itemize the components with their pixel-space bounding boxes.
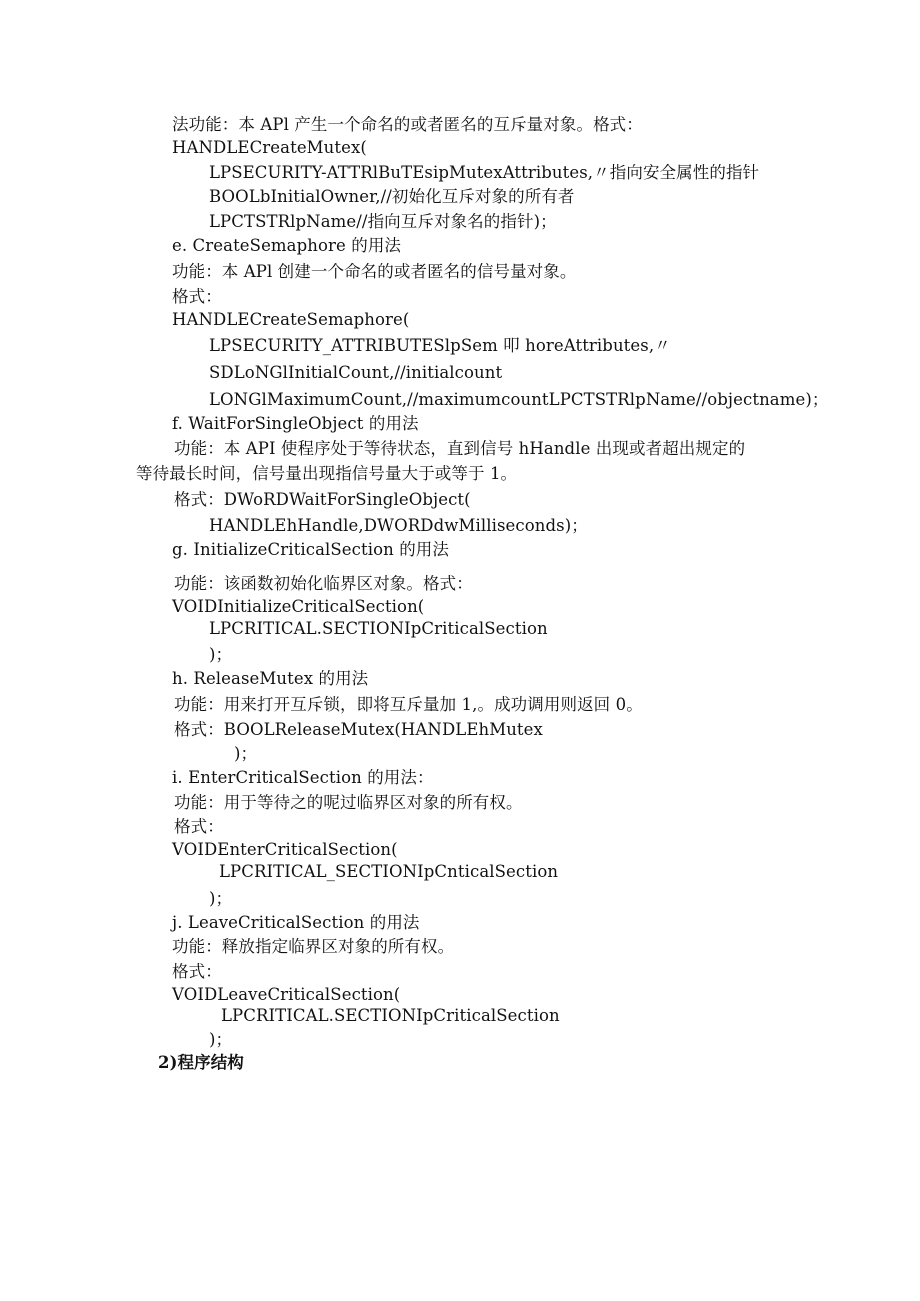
code-line-waitforsingleobject: 格式：DWoRDWaitForSingleObject( [174, 490, 471, 509]
code-line-initializecs-param: LPCRITICAL.SECTIONIpCriticalSection [209, 619, 548, 638]
text-line-waitforsingleobject-desc: 功能：本 API 使程序处于等待状态，直到信号 hHandle 出现或者超出规定的 [174, 439, 746, 458]
code-line-mutex-attributes: LPSECURITY-ATTRlBuTEsipMutexAttributes,〃指向安全属性的指针 [209, 163, 760, 182]
text-line-format-label: 格式： [172, 287, 222, 306]
text-line-releasemutex-desc: 功能：用来打开互斥锁，即将互斥量加 1,。成功调用则返回 0。 [174, 695, 643, 714]
code-line-releasemutex: 格式：BOOLReleaseMutex(HANDLEhMutex [174, 720, 543, 739]
section-heading-e: e. CreateSemaphore 的用法 [172, 236, 402, 255]
text-line-createmutex-desc: 法功能：本 APl 产生一个命名的或者匿名的互斥量对象。格式： [172, 115, 643, 134]
code-line-entercs: VOIDEnterCriticalSection( [172, 840, 398, 859]
code-line-initializecs-close: )； [209, 645, 233, 664]
text-line-createsemaphore-desc: 功能：本 APl 创建一个命名的或者匿名的信号量对象。 [172, 262, 577, 281]
code-line-mutex-name: LPCTSTRlpName//指向互斥对象名的指针)； [209, 212, 557, 231]
text-line-format-label-3: 格式： [172, 962, 222, 981]
code-line-releasemutex-close: )； [234, 744, 258, 763]
code-line-semaphore-attributes: LPSECURITY_ATTRIBUTESlpSem 叩 horeAttributes,〃 [209, 336, 671, 355]
section-heading-program-structure: 2)程序结构 [158, 1053, 244, 1072]
code-line-leavecs: VOIDLeaveCriticalSection( [172, 985, 401, 1004]
section-heading-f: f. WaitForSingleObject 的用法 [172, 414, 419, 433]
code-line-initial-count: SDLoNGlInitialCount,//initialcount [209, 363, 503, 382]
code-line-initial-owner: BOOLbInitialOwner,//初始化互斥对象的所有者 [209, 187, 575, 206]
code-line-handle-milliseconds: HANDLEhHandle,DWORDdwMilliseconds)； [209, 516, 588, 535]
section-heading-i: i. EnterCriticalSection 的用法： [172, 768, 434, 787]
code-line-entercs-close: )； [209, 889, 233, 908]
text-line-initializecs-desc: 功能：该函数初始化临界区对象。格式： [174, 574, 473, 593]
code-line-entercs-param: LPCRITICAL_SECTIONIpCnticalSection [219, 862, 559, 881]
code-line-createmutex: HANDLECreateMutex( [172, 138, 367, 157]
code-line-createsemaphore: HANDLECreateSemaphore( [172, 310, 410, 329]
text-line-format-label-2: 格式： [174, 817, 224, 836]
code-line-initializecs: VOIDInitializeCriticalSection( [172, 597, 425, 616]
text-line-entercs-desc: 功能：用于等待之的呢过临界区对象的所有权。 [174, 793, 523, 812]
section-heading-h: h. ReleaseMutex 的用法 [172, 669, 369, 688]
text-line-waitforsingleobject-desc-cont: 等待最长时间，信号量出现指信号量大于或等于 1。 [136, 464, 518, 483]
code-line-maximum-count: LONGlMaximumCount,//maximumcountLPCTSTRlpName//objectname)； [209, 390, 829, 409]
code-line-leavecs-param: LPCRITICAL.SECTIONIpCriticalSection [221, 1006, 560, 1025]
text-line-leavecs-desc: 功能：释放指定临界区对象的所有权。 [172, 937, 455, 956]
section-heading-j: j. LeaveCriticalSection 的用法 [172, 913, 420, 932]
code-line-leavecs-close: )； [209, 1030, 233, 1049]
section-heading-g: g. InitializeCriticalSection 的用法 [172, 540, 450, 559]
